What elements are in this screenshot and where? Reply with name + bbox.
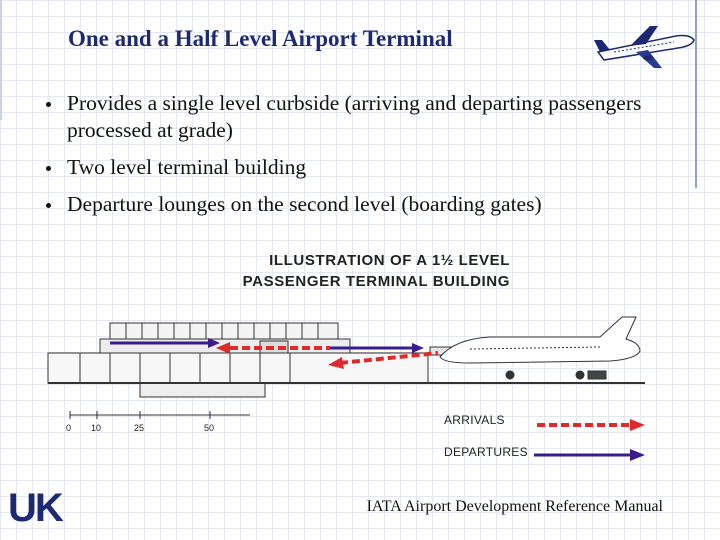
bullet-item — [40, 90, 670, 144]
source-citation: IATA Airport Development Reference Manual — [366, 498, 663, 515]
university-logo: UK — [8, 486, 62, 530]
aircraft-silhouette — [440, 317, 640, 379]
bullet-dot — [46, 166, 51, 171]
bullet-text: Provides a single level curbside (arriving and departing passengers processed at grade) — [67, 91, 642, 142]
bullet-text: Two level terminal building — [67, 155, 307, 179]
slide-title: One and a Half Level Airport Terminal — [68, 26, 453, 51]
scale-tick-label: 10 — [91, 423, 102, 433]
bullet-dot — [46, 102, 51, 107]
illustration-title-line-2: PASSENGER TERMINAL BUILDING — [242, 273, 510, 290]
legend-swatches — [534, 419, 645, 461]
terminal-section-diagram — [40, 295, 660, 475]
bullet-item — [40, 191, 670, 218]
legend-arrivals-label: ARRIVALS — [444, 413, 505, 427]
scale-tick-label: 25 — [134, 423, 145, 433]
bullet-item — [40, 154, 670, 181]
scale-tick-label: 50 — [204, 423, 215, 433]
illustration-title-line-1: ILLUSTRATION OF A 1½ LEVEL — [269, 252, 510, 269]
illustration-title — [140, 250, 510, 292]
scale-bar — [70, 411, 250, 419]
left-edge-rule — [0, 0, 2, 120]
bullet-text: Departure lounges on the second level (boarding gates) — [67, 192, 542, 216]
scale-tick-label: 0 — [66, 423, 72, 433]
airplane-icon — [590, 22, 700, 72]
bullet-dot — [46, 203, 51, 208]
legend-departures-label: DEPARTURES — [444, 445, 528, 459]
bullet-list — [40, 90, 670, 228]
